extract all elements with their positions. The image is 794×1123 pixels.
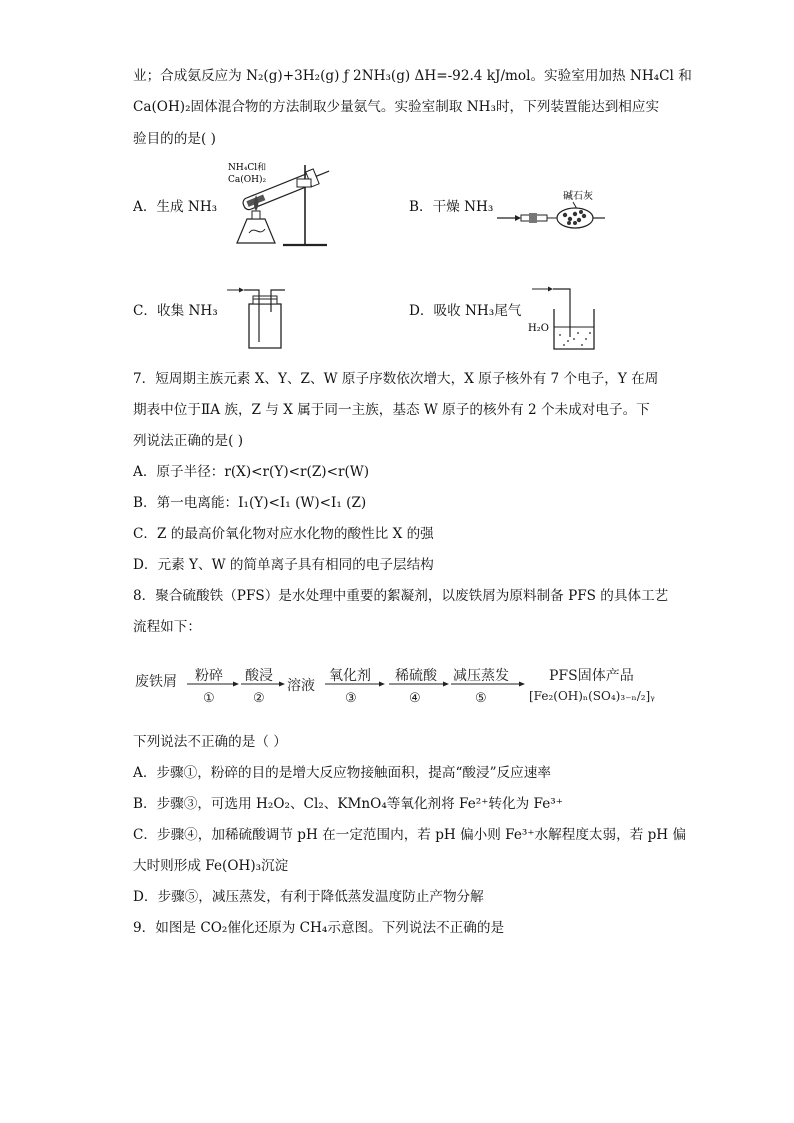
q8-question: 下列说法不正确的是（ ） <box>133 734 287 750</box>
flow-mid: 溶液 <box>287 678 315 694</box>
flow-step4-label: 稀硫酸 <box>395 668 437 684</box>
q7-line2: 期表中位于ⅡA 族，Z 与 X 属于同一主族，基态 W 原子的核外有 2 个未成对电子。下 <box>133 402 650 418</box>
apparatus-b-label: 碱石灰 <box>563 191 593 202</box>
flow-step5-label: 减压蒸发 <box>453 668 509 684</box>
apparatus-a-label-2: Ca(OH)₂ <box>228 175 267 185</box>
q7-option-b: B．第一电离能：I₁(Y)<I₁ (W)<I₁ (Z) <box>133 495 367 511</box>
flow-product: PFS固体产品 <box>549 668 634 684</box>
apparatus-b-figure <box>495 185 625 235</box>
flow-start: 废铁屑 <box>135 674 177 690</box>
q6-line3: 验目的的是( ) <box>133 131 216 147</box>
flow-step3-num: ③ <box>345 691 357 706</box>
q6-option-a: A．生成 NH₃ <box>133 199 218 215</box>
apparatus-d-label: H₂O <box>528 323 549 334</box>
flow-step5-num: ⑤ <box>475 691 487 706</box>
q6-option-d: D．吸收 NH₃尾气 <box>409 303 522 319</box>
q6-option-c: C．收集 NH₃ <box>133 303 218 319</box>
q8-option-c-line2: 大时则形成 Fe(OH)₃沉淀 <box>133 858 289 874</box>
q8-line2: 流程如下： <box>133 619 201 635</box>
flow-step2-num: ② <box>253 691 265 706</box>
q6-line1: 业；合成氨反应为 N₂(g)+3H₂(g) ƒ 2NH₃(g) ΔH=-92.4 kJ/mol。实验室用加热 NH₄Cl 和 <box>133 68 692 84</box>
flow-step2-label: 酸浸 <box>245 668 273 684</box>
q8-option-a: A．步骤①，粉碎的目的是增大反应物接触面积，提高“酸浸”反应速率 <box>133 765 551 781</box>
q7-line3: 列说法正确的是( ) <box>133 433 244 449</box>
q7-line1: 7．短周期主族元素 X、Y、Z、W 原子序数依次增大，X 原子核外有 7 个电子，Y 在周 <box>133 371 659 387</box>
q7-option-a: A．原子半径：r(X)<r(Y)<r(Z)<r(W) <box>133 464 370 480</box>
flow-step1-num: ① <box>203 691 215 706</box>
q6-option-b: B．干燥 NH₃ <box>409 199 494 215</box>
apparatus-a-figure <box>225 155 335 250</box>
apparatus-d-figure <box>528 283 608 353</box>
flow-step1-label: 粉碎 <box>195 668 223 684</box>
process-flow-diagram <box>133 660 663 712</box>
flow-product-formula: [Fe₂(OH)ₙ(SO₄)₃₋ₙ/₂]ᵧ <box>529 689 655 703</box>
q7-option-d: D．元素 Y、W 的简单离子具有相同的电子层结构 <box>133 557 434 573</box>
q9-line1: 9．如图是 CO₂催化还原为 CH₄示意图。下列说法不正确的是 <box>133 920 505 936</box>
q8-option-d: D．步骤⑤，减压蒸发，有利于降低蒸发温度防止产物分解 <box>133 889 484 905</box>
apparatus-a-label-1: NH₄Cl和 <box>228 163 267 173</box>
q8-line1: 8．聚合硫酸铁（PFS）是水处理中重要的絮凝剂，以废铁屑为原料制备 PFS 的具体工艺 <box>133 588 669 604</box>
q7-option-c: C．Z 的最高价氧化物对应水化物的酸性比 X 的强 <box>133 526 434 542</box>
q6-line2: Ca(OH)₂固体混合物的方法制取少量氨气。实验室制取 NH₃时，下列装置能达到相应实 <box>133 99 660 115</box>
q8-option-c-line1: C．步骤④，加稀硫酸调节 pH 在一定范围内，若 pH 偏小则 Fe³⁺水解程度太弱，若 pH 偏 <box>133 827 687 843</box>
apparatus-c-figure <box>225 282 305 352</box>
flow-step3-label: 氧化剂 <box>329 668 371 684</box>
q8-option-b: B．步骤③，可选用 H₂O₂、Cl₂、KMnO₄等氧化剂将 Fe²⁺转化为 Fe³⁺ <box>133 796 563 812</box>
flow-step4-num: ④ <box>409 691 421 706</box>
